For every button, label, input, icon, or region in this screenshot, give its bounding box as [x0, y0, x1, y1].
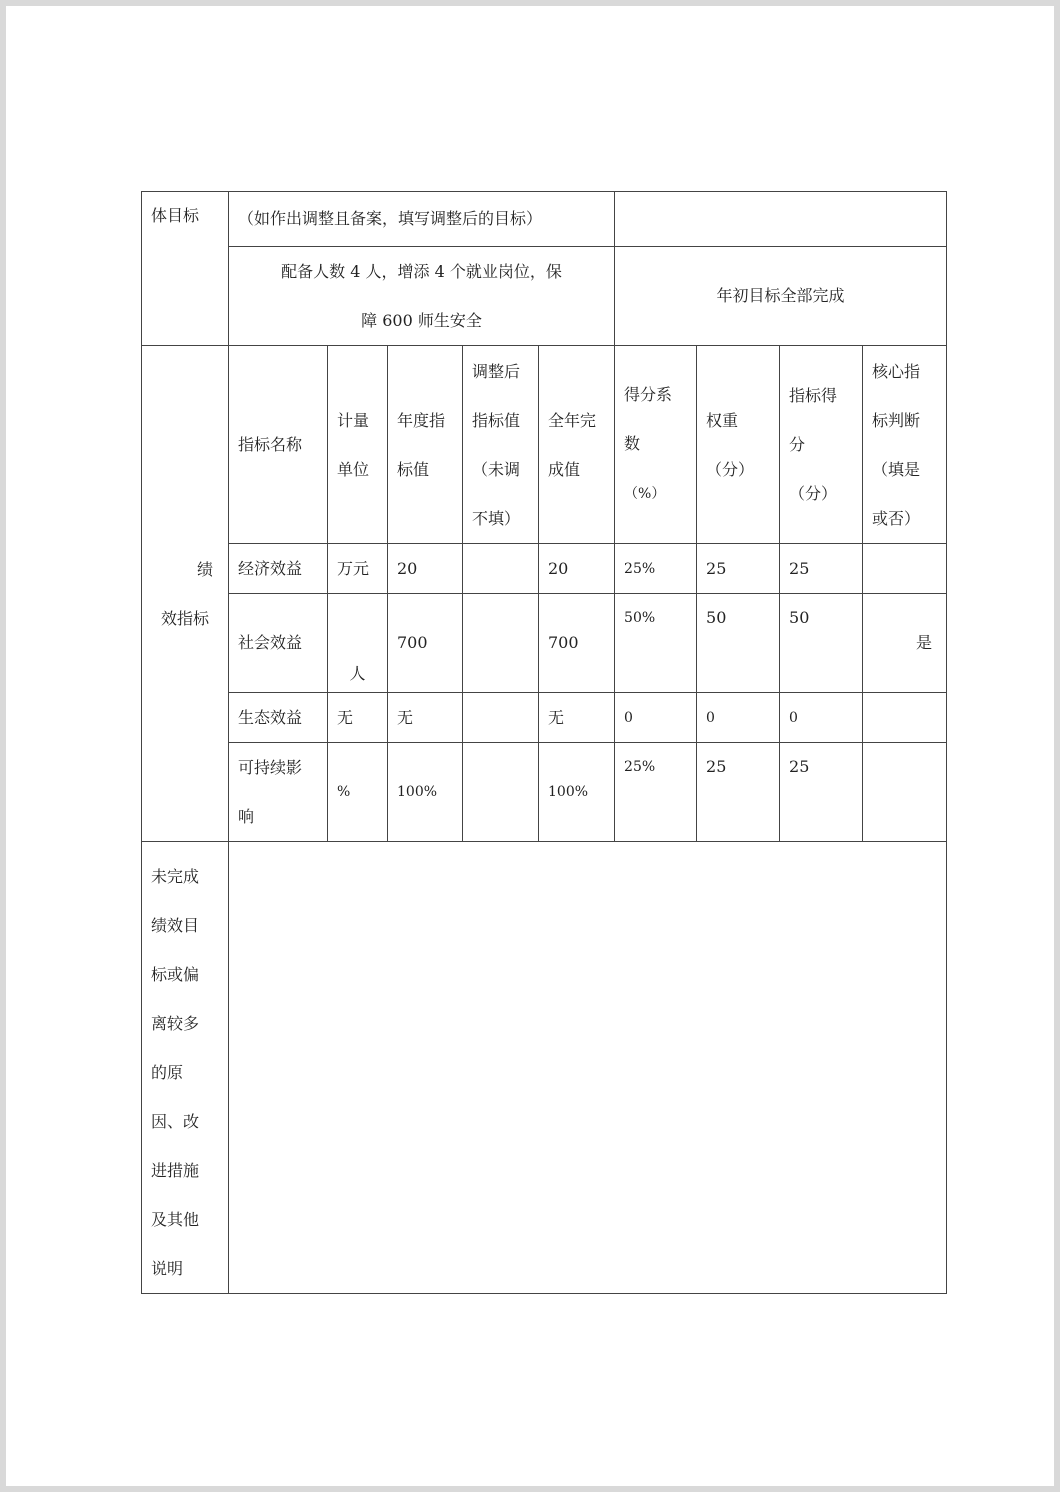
table-row: [142, 594, 947, 693]
remarks-content-cell: [229, 842, 947, 1294]
indicators-section-label-cell: [142, 346, 229, 842]
goal-result-cell: [615, 247, 947, 346]
header-unit-line1: 计量: [337, 410, 370, 430]
indicators-section-label-1: 绩: [196, 559, 213, 579]
row-completed: 无: [539, 693, 615, 743]
header-score-line1: 指标得: [789, 386, 838, 405]
row-annual: 700: [388, 594, 463, 693]
header-core-cell: [863, 346, 947, 544]
row-score: 25: [780, 544, 863, 594]
header-completed-line1: 全年完: [548, 410, 597, 430]
header-coef-cell: [615, 346, 697, 544]
row-name: [229, 743, 328, 842]
remarks-label-line5: 的原: [151, 1063, 184, 1082]
row-adjusted: [463, 594, 539, 693]
goal-note-cell: [229, 192, 615, 247]
header-completed-line2: 成值: [548, 459, 581, 479]
row-core: [863, 693, 947, 743]
goal-result-header-cell: [615, 192, 947, 247]
header-weight-line1: 权重: [706, 410, 739, 430]
header-unit-line2: 单位: [337, 459, 370, 479]
remarks-label-line7: 进措施: [151, 1161, 200, 1180]
row-unit: 无: [328, 693, 388, 743]
goal-row-1: [142, 192, 947, 247]
table-row: [142, 693, 947, 743]
header-coef-line2: 数: [624, 434, 641, 453]
header-coef-line1: 得分系: [624, 385, 673, 404]
header-annual-line1: 年度指: [397, 410, 446, 430]
header-weight-cell: [697, 346, 780, 544]
row-unit: 人: [328, 594, 388, 693]
header-core-line3: （填是: [872, 459, 921, 479]
row-completed: 20: [539, 544, 615, 594]
goal-note: （如作出调整且备案，填写调整后的目标）: [238, 209, 543, 228]
row-coef: 25%: [615, 743, 697, 842]
row-name: 生态效益: [229, 693, 328, 743]
row-annual: 20: [388, 544, 463, 594]
row-adjusted: [463, 693, 539, 743]
remarks-label-line1: 未完成: [151, 867, 200, 886]
row-coef: 0: [615, 693, 697, 743]
goal-label-cell: [142, 192, 229, 346]
remarks-label-line3: 标或偏: [151, 965, 200, 984]
header-score-line3: （分）: [789, 484, 838, 503]
row-name: 经济效益: [229, 544, 328, 594]
table-row: [142, 544, 947, 594]
row-coef: 50%: [615, 594, 697, 693]
row-weight: 0: [697, 693, 780, 743]
row-weight: 50: [697, 594, 780, 693]
header-name: 指标名称: [238, 434, 303, 454]
table-row: [142, 743, 947, 842]
row-weight: 25: [697, 544, 780, 594]
row-core: [863, 544, 947, 594]
header-adjusted-line4: 不填）: [472, 508, 521, 528]
row-completed: 700: [539, 594, 615, 693]
header-annual-line2: 标值: [397, 459, 430, 479]
remarks-label-line4: 离较多: [151, 1014, 200, 1033]
header-adjusted-line2: 指标值: [472, 410, 521, 430]
row-adjusted: [463, 544, 539, 594]
row-score: 0: [780, 693, 863, 743]
row-score: 50: [780, 594, 863, 693]
indicators-section-label-2: 效指标: [160, 608, 209, 628]
row-completed: 100%: [539, 743, 615, 842]
remarks-label-line2: 绩效目: [151, 916, 200, 935]
goal-result: 年初目标全部完成: [716, 286, 845, 305]
header-score-cell: [780, 346, 863, 544]
row-annual: 100%: [388, 743, 463, 842]
header-core-line4: 或否）: [872, 508, 921, 528]
header-adjusted-line1: 调整后: [472, 361, 521, 381]
header-adjusted-line3: （未调: [472, 459, 521, 479]
goal-label: 体目标: [151, 206, 200, 225]
header-core-line1: 核心指: [872, 361, 921, 381]
header-name-cell: [229, 346, 328, 544]
document-page: [6, 6, 1054, 1486]
row-coef: 25%: [615, 544, 697, 594]
remarks-label-line9: 说明: [151, 1259, 184, 1278]
remarks-label-line6: 因、改: [151, 1112, 200, 1131]
performance-table: [141, 191, 947, 1294]
row-unit: 万元: [328, 544, 388, 594]
row-core: [863, 743, 947, 842]
header-core-line2: 标判断: [872, 410, 921, 430]
remarks-label-line8: 及其他: [151, 1210, 200, 1229]
header-unit-cell: [328, 346, 388, 544]
remarks-row: [142, 842, 947, 1294]
header-score-line2: 分: [789, 435, 806, 454]
header-annual-cell: [388, 346, 463, 544]
header-coef-line3: （%）: [624, 486, 666, 502]
row-adjusted: [463, 743, 539, 842]
goal-content-line1: 配备人数 4 人，增添 4 个就业岗位，保: [281, 262, 562, 281]
row-annual: 无: [388, 693, 463, 743]
header-weight-line2: （分）: [706, 459, 755, 479]
indicator-header-row: [142, 346, 947, 544]
row-unit: %: [328, 743, 388, 842]
header-adjusted-cell: [463, 346, 539, 544]
remarks-label-cell: [142, 842, 229, 1294]
header-completed-cell: [539, 346, 615, 544]
row-weight: 25: [697, 743, 780, 842]
row-core: 是: [863, 594, 947, 693]
goal-row-2: [142, 247, 947, 346]
goal-content-line2: 障 600 师生安全: [361, 311, 482, 330]
row-name-line2: 响: [238, 807, 255, 826]
goal-content-cell: [229, 247, 615, 346]
row-name: 社会效益: [229, 594, 328, 693]
row-name-line1: 可持续影: [238, 758, 303, 777]
row-score: 25: [780, 743, 863, 842]
